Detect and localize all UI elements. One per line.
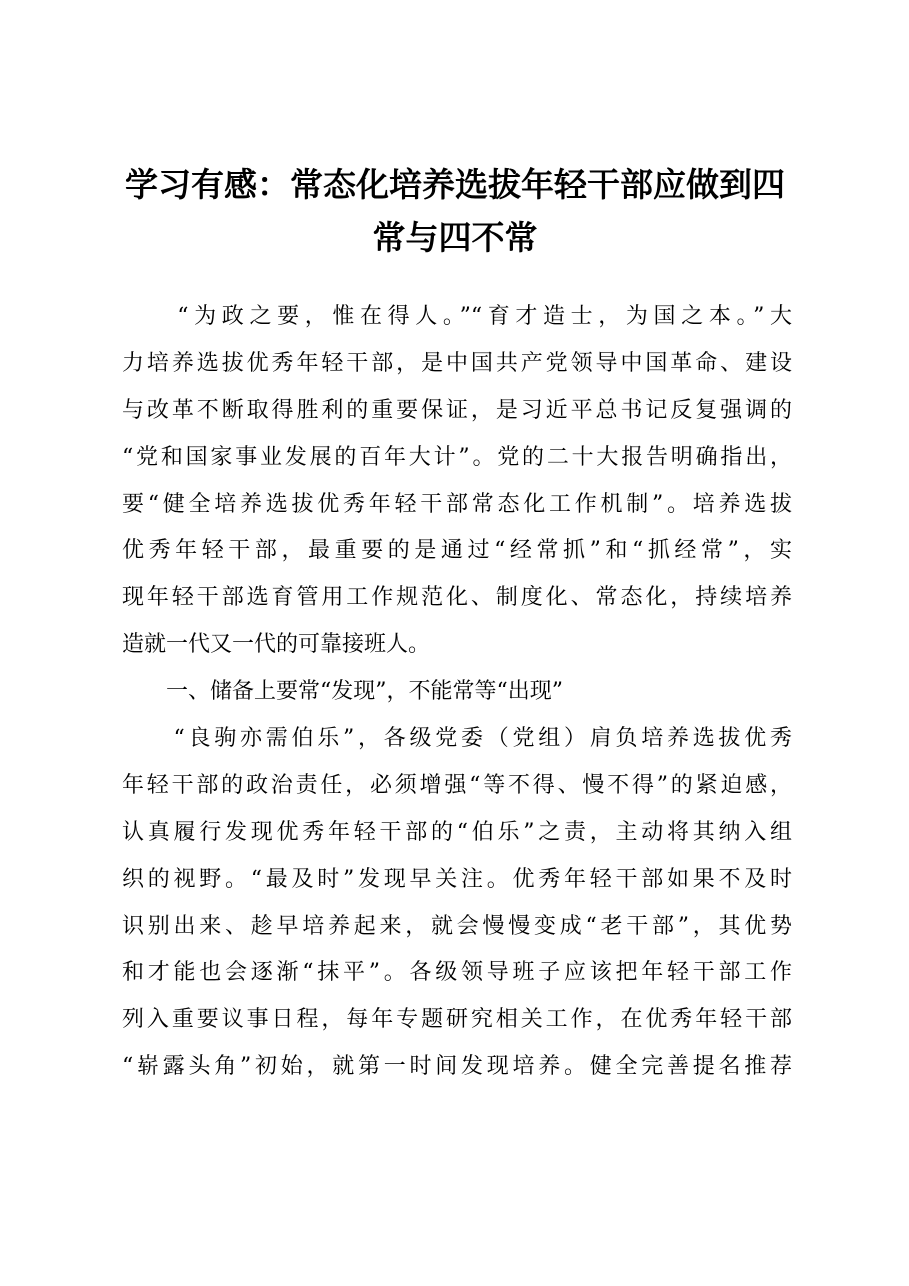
paragraph-line: 要“健全培养选拔优秀年轻干部常态化工作机制”。培养选拔 [122, 491, 792, 517]
paragraph-line: 优秀年轻干部，最重要的是通过“经常抓”和“抓经常”，实 [122, 538, 792, 564]
paragraph-line: 识别出来、趁早培养起来，就会慢慢变成“老干部”，其优势 [122, 913, 792, 939]
paragraph-line: “崭露头角”初始，就第一时间发现培养。健全完善提名推荐 [122, 1054, 792, 1080]
paragraph-line: 与改革不断取得胜利的重要保证，是习近平总书记反复强调的 [122, 397, 792, 423]
document-body [122, 294, 792, 1091]
paragraph-line: 造就一代又一代的可靠接班人。 [122, 632, 431, 658]
document-title-line-1: 学习有感：常态化培养选拔年轻干部应做到四 [125, 165, 785, 204]
paragraph-line: 列入重要议事日程，每年专题研究相关工作，在优秀年轻干部 [122, 1007, 792, 1033]
paragraph-line: 力培养选拔优秀年轻干部，是中国共产党领导中国革命、建设 [122, 350, 792, 376]
paragraph-line: 和才能也会逐渐“抹平”。各级领导班子应该把年轻干部工作 [122, 960, 792, 986]
document-title-line-2: 常与四不常 [372, 218, 538, 257]
paragraph-line: 现年轻干部选育管用工作规范化、制度化、常态化，持续培养 [122, 585, 792, 611]
paragraph-line: “良驹亦需伯乐”，各级党委（党组）肩负培养选拔优秀 [122, 726, 792, 752]
paragraph-line: 织的视野。“最及时”发现早关注。优秀年轻干部如果不及时 [122, 866, 792, 892]
paragraph-line: “党和国家事业发展的百年大计”。党的二十大报告明确指出， [122, 444, 792, 470]
paragraph-line: 认真履行发现优秀年轻干部的“伯乐”之责，主动将其纳入组 [122, 819, 792, 845]
paragraph-line: 年轻干部的政治责任，必须增强“等不得、慢不得”的紧迫感， [122, 772, 792, 798]
paragraph-line: “为政之要，惟在得人。”“育才造士，为国之本。”大 [122, 304, 792, 329]
section-heading: 一、储备上要常“发现”，不能常等“出现” [122, 679, 563, 705]
